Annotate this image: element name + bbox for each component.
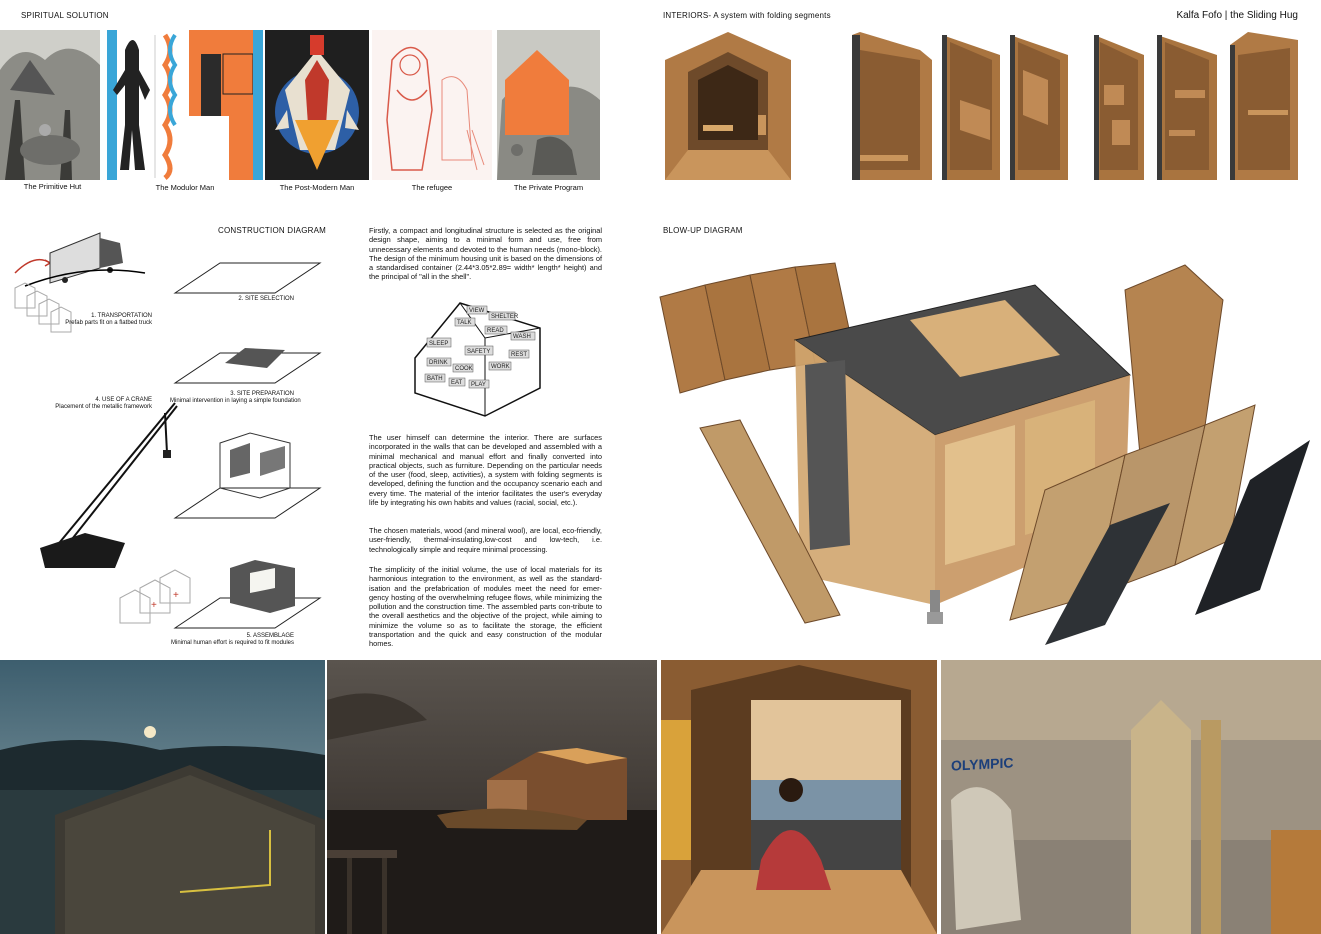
caption-private-program: The Private Program bbox=[513, 183, 584, 192]
step-desc: Minimal human effort is required to fit modules bbox=[171, 640, 294, 646]
step-site-selection bbox=[200, 296, 294, 303]
step-title: 2. SITE SELECTION bbox=[238, 296, 294, 302]
caption-modulor-man: The Modulor Man bbox=[155, 183, 215, 192]
section-title-interiors: INTERIORS- A system with folding segments bbox=[663, 11, 831, 20]
olympic-sign: OLYMPIC bbox=[951, 754, 1014, 774]
step-transportation bbox=[30, 313, 152, 327]
step-title: 3. SITE PREPARATION bbox=[230, 391, 294, 397]
construction-diagram bbox=[5, 228, 350, 658]
word-sleep: SLEEP bbox=[429, 341, 449, 347]
paragraph-interior: The user himself can determine the interior. There are surfaces incorporated in the walls that can be developed and assembled with a minimal mechanical and manual effort and finally converted into practical objects, such as furniture. Depending on the particular needs of the user (food, sleep, activities), a system with folding segments is developed, defining the function and the occupancy scenario each and every time. The material of the interior facilitates the user's everyday life by integrating his own habits and values (racial, social, etc.). bbox=[369, 433, 602, 508]
word-work: WORK bbox=[491, 364, 510, 370]
blowup-diagram-image bbox=[655, 245, 1315, 655]
step-assemblage bbox=[170, 633, 294, 647]
word-cook: COOK bbox=[455, 366, 473, 372]
needs-house-diagram bbox=[405, 298, 545, 418]
photo-misty-lake bbox=[327, 660, 657, 934]
photo-lake-dusk bbox=[0, 660, 325, 934]
word-drink: DRINK bbox=[429, 360, 448, 366]
step-title: 1. TRANSPORTATION bbox=[91, 313, 152, 319]
word-eat: EAT bbox=[451, 380, 463, 386]
refugee-image bbox=[372, 30, 492, 180]
photo-urban-site bbox=[941, 660, 1321, 934]
word-shelter: SHELTER bbox=[491, 314, 519, 320]
step-desc: Prefab parts fit on a flatbed truck bbox=[65, 320, 152, 326]
modulor-image bbox=[105, 30, 263, 180]
step-desc: Minimal intervention in laying a simple foundation bbox=[170, 398, 301, 404]
step-site-preparation bbox=[170, 391, 301, 405]
word-read: READ bbox=[487, 328, 504, 334]
caption-refugee: The refugee bbox=[411, 183, 453, 192]
step-desc: Placement of the metallic framework bbox=[55, 404, 152, 410]
blowup-diagram-title: BLOW-UP DIAGRAM bbox=[663, 226, 743, 235]
word-safety: SAFETY bbox=[467, 349, 491, 355]
caption-primitive-hut: The Primitive Hut bbox=[23, 182, 82, 191]
project-title: Kalfa Fofo | the Sliding Hug bbox=[1176, 10, 1298, 21]
construction-diagram-title: CONSTRUCTION DIAGRAM bbox=[218, 226, 326, 235]
paragraph-intro: Firstly, a compact and longitudinal structure is selected as the original design shape, aiming to a minimal form and use, free from unnecessary elements and devoted to the human needs (mono-block). The design of the minimum housing unit is based on the dimensions of a standardised container (2.44*3.05*2.89= width* length* height) and the principal of "all in the shell". bbox=[369, 226, 602, 282]
svg-text:+: + bbox=[173, 590, 179, 601]
primitive-hut-image bbox=[0, 30, 100, 180]
step-title: 4. USE OF A CRANE bbox=[95, 397, 152, 403]
step-use-of-crane bbox=[40, 397, 152, 411]
word-view: VIEW bbox=[469, 308, 485, 314]
paragraph-materials: The chosen materials, wood (and mineral wool), are local, eco-friendly, user-friendly, thermal-insulating,low-cost and low-tech, i.e. technologically simple and require minimal processing. bbox=[369, 526, 602, 554]
word-play: PLAY bbox=[471, 382, 486, 388]
word-wash: WASH bbox=[513, 334, 531, 340]
truck-icon bbox=[15, 233, 145, 286]
word-bath: BATH bbox=[427, 376, 443, 382]
section-title-spiritual: SPIRITUAL SOLUTION bbox=[21, 11, 109, 20]
folding-segments-sequence bbox=[850, 30, 1300, 182]
svg-text:+: + bbox=[151, 600, 157, 611]
interior-perspective-image bbox=[663, 30, 793, 182]
post-modern-man-image bbox=[265, 30, 369, 180]
paragraph-simplicity: The simplicity of the initial volume, the use of local materials for its harmonious integration to the environment, as well as the standard-isation and the prefabrication of modules meet the need for emer-gency hosting of the overwhelming refugee flows, while minimizing the pollution and the construction time. The assembled parts con-tribute to the overall aesthetics and the objective of the project, while aiming to minimize the volume so as to facilitate the storage, the efficient transportation and the quick and easy construction of the modular homes. bbox=[369, 565, 602, 649]
photo-interior-view bbox=[661, 660, 937, 934]
word-rest: REST bbox=[511, 352, 528, 358]
word-talk: TALK bbox=[457, 320, 472, 326]
step-title: 5. ASSEMBLAGE bbox=[246, 633, 294, 639]
private-program-image bbox=[497, 30, 600, 180]
caption-post-modern-man: The Post-Modern Man bbox=[279, 183, 355, 192]
